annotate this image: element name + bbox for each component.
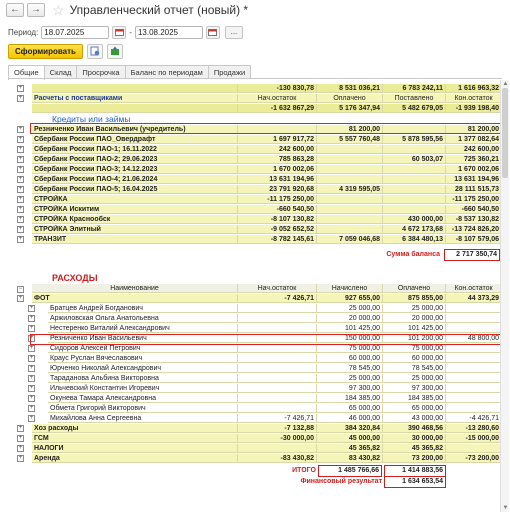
column-header: Начислено [317, 284, 383, 293]
value-cell: 5 482 679,05 [383, 104, 446, 113]
value-cell [383, 185, 446, 194]
value-cell [238, 304, 317, 313]
table-row [8, 414, 502, 423]
value-cell: 60 000,00 [317, 354, 383, 363]
name-cell: ФОТ [32, 294, 238, 303]
value-cell [446, 304, 502, 313]
expand-icon[interactable]: + [18, 425, 23, 431]
value-cell: 97 300,00 [317, 384, 383, 393]
value-cell: 45 000,00 [317, 434, 383, 443]
tab-overdue[interactable]: Просрочка [76, 65, 125, 79]
value-cell: 46 000,00 [317, 414, 383, 423]
column-header: Оплачено [383, 284, 446, 293]
value-cell: -13 724 826,20 [446, 225, 502, 234]
name-cell: Ильчевский Константин Игоревич [48, 384, 238, 393]
suppliers-header-row [8, 94, 502, 103]
value-cell: 1 670 002,06 [446, 165, 502, 174]
column-header: Нач.остаток [238, 284, 317, 293]
value-cell: 242 600,00 [446, 145, 502, 154]
value-cell: 101 425,00 [383, 324, 446, 333]
value-cell: 150 000,00 [317, 334, 383, 343]
table-row [8, 195, 502, 204]
table-row [8, 215, 502, 224]
table-row [8, 394, 502, 403]
scroll-thumb[interactable] [502, 88, 508, 178]
column-header: Кон.остаток [446, 94, 502, 103]
value-cell: -83 430,82 [238, 454, 317, 463]
name-cell: Аренда [32, 454, 238, 463]
value-cell: 430 000,00 [383, 215, 446, 224]
value-cell: 5 557 760,48 [317, 135, 383, 144]
value-cell [317, 215, 383, 224]
value-cell: -1 939 198,40 [446, 104, 502, 113]
value-cell [317, 155, 383, 164]
value-cell: 1 377 082,64 [446, 135, 502, 144]
expand-icon[interactable]: + [18, 95, 23, 101]
value-cell: 4 672 173,68 [383, 225, 446, 234]
value-cell: 73 200,00 [383, 454, 446, 463]
calendar-to-button[interactable] [206, 26, 220, 39]
table-row [8, 404, 502, 413]
table-row [8, 444, 502, 453]
report-area [8, 80, 502, 512]
settings-button[interactable] [87, 44, 103, 59]
value-cell: 60 503,07 [383, 155, 446, 164]
value-cell: 384 320,84 [317, 424, 383, 433]
calendar-icon [208, 28, 217, 36]
table-row [8, 454, 502, 463]
expand-icon[interactable]: + [18, 136, 23, 142]
expand-icon[interactable]: + [18, 146, 23, 152]
value-cell [383, 175, 446, 184]
column-header: Кон.остаток [446, 284, 502, 293]
value-cell [238, 314, 317, 323]
expand-icon[interactable]: + [18, 166, 23, 172]
value-cell [238, 444, 317, 453]
name-cell: ТРАНЗИТ [32, 235, 238, 244]
name-cell: Сбербанк России ПАО-4; 21.06.2024 [32, 175, 238, 184]
value-cell [446, 384, 502, 393]
value-cell: 28 111 515,73 [446, 185, 502, 194]
name-cell: Резниченко Иван Васильевич (учредитель) [32, 125, 238, 134]
value-cell [317, 175, 383, 184]
expand-icon[interactable]: + [18, 186, 23, 192]
value-cell: -8 537 130,82 [446, 215, 502, 224]
period-dash: - [129, 27, 132, 37]
expand-icon[interactable]: + [29, 375, 34, 381]
value-cell: 242 600,00 [238, 145, 317, 154]
tab-divider [8, 78, 502, 79]
table-row [8, 294, 502, 303]
table-row [8, 354, 502, 363]
name-cell: Тараданова Альбина Викторовна [48, 374, 238, 383]
value-cell [238, 344, 317, 353]
value-cell [383, 145, 446, 154]
value-cell: 48 800,00 [446, 334, 502, 343]
expand-icon[interactable]: + [18, 85, 23, 91]
name-cell: Сбербанк России ПАО-2; 29.06.2023 [32, 155, 238, 164]
tab-warehouse[interactable]: Склад [44, 65, 78, 79]
export-button[interactable] [107, 44, 123, 59]
value-cell [317, 165, 383, 174]
value-cell: 75 000,00 [383, 344, 446, 353]
financial-result-value: 1 634 653,54 [384, 476, 446, 488]
table-row [8, 324, 502, 333]
name-cell: Хоз расходы [32, 424, 238, 433]
value-cell: 13 631 194,96 [446, 175, 502, 184]
name-cell: Юрченко Николай Александрович [48, 364, 238, 373]
name-cell: Сбербанк России ПАО-1; 16.11.2022 [32, 145, 238, 154]
value-cell: 101 425,00 [317, 324, 383, 333]
table-row [8, 424, 502, 433]
column-header: Нач.остаток [238, 94, 317, 103]
scroll-down-icon[interactable]: ▼ [502, 505, 509, 511]
value-cell: 45 365,82 [317, 444, 383, 453]
back-button[interactable]: ← [6, 3, 24, 17]
value-cell [446, 354, 502, 363]
value-cell [446, 314, 502, 323]
highlight-box [30, 334, 502, 345]
expand-icon[interactable]: + [18, 176, 23, 182]
expand-icon[interactable]: + [29, 385, 34, 391]
expand-icon[interactable]: + [29, 405, 34, 411]
value-cell [317, 205, 383, 214]
value-cell [446, 404, 502, 413]
itogo-paid: 1 414 883,56 [384, 465, 446, 477]
value-cell: 25 000,00 [383, 374, 446, 383]
calendar-from-button[interactable] [112, 26, 126, 39]
value-cell: 30 000,00 [383, 434, 446, 443]
value-cell: 65 000,00 [317, 404, 383, 413]
value-cell [238, 364, 317, 373]
export-icon [110, 46, 120, 56]
value-cell: -73 200,00 [446, 454, 502, 463]
value-cell: -30 000,00 [238, 434, 317, 443]
value-cell: 6 783 242,11 [383, 84, 446, 93]
value-cell: 101 200,00 [383, 334, 446, 343]
expand-icon[interactable]: + [18, 216, 23, 222]
table-row [8, 364, 502, 373]
name-cell: Сидоров Алексей Петрович [48, 344, 238, 353]
favorite-star-icon[interactable]: ☆ [52, 2, 65, 18]
value-cell [238, 404, 317, 413]
value-cell: -8 107 579,06 [446, 235, 502, 244]
value-cell: -7 426,71 [238, 294, 317, 303]
expenses-title: РАСХОДЫ [52, 273, 98, 283]
value-cell: 65 000,00 [383, 404, 446, 413]
value-cell: 78 545,00 [317, 364, 383, 373]
report-settings-icon [90, 46, 100, 56]
tab-sales[interactable]: Продажи [208, 65, 251, 79]
value-cell: -13 280,60 [446, 424, 502, 433]
expand-icon[interactable]: + [29, 305, 34, 311]
table-row [8, 175, 502, 184]
value-cell [446, 324, 502, 333]
table-row [8, 155, 502, 164]
expand-icon[interactable]: + [18, 196, 23, 202]
name-cell: Краус Руслан Вячеславович [48, 354, 238, 363]
name-cell: Сбербанк России ПАО_Овердрафт [32, 135, 238, 144]
name-cell: Аржиловская Ольга Анатольевна [48, 314, 238, 323]
table-row [8, 304, 502, 313]
name-cell: НАЛОГИ [32, 444, 238, 453]
value-cell: 25 000,00 [317, 304, 383, 313]
value-cell: -660 540,50 [446, 205, 502, 214]
expand-icon[interactable]: + [18, 295, 23, 301]
value-cell: 785 863,28 [238, 155, 317, 164]
value-cell: 184 385,00 [383, 394, 446, 403]
column-header: Наименование [32, 284, 238, 293]
value-cell: 43 000,00 [383, 414, 446, 423]
value-cell: 97 300,00 [383, 384, 446, 393]
value-cell [446, 444, 502, 453]
name-cell [32, 104, 238, 113]
expand-icon[interactable]: + [18, 126, 23, 132]
table-row [8, 344, 502, 353]
itogo-accrued: 1 485 766,66 [318, 465, 382, 477]
value-cell: -8 107 130,82 [238, 215, 317, 224]
table-row [8, 235, 502, 244]
value-cell: 5 176 347,94 [317, 104, 383, 113]
name-cell: СТРОЙКА Элитный [32, 225, 238, 234]
name-cell: Резниченко Иван Васильевич [48, 334, 238, 343]
expand-icon[interactable]: + [18, 236, 23, 242]
table-row [8, 384, 502, 393]
expand-icon[interactable]: + [18, 455, 23, 461]
expenses-header-row [8, 284, 502, 293]
window-title: Управленческий отчет (новый) * [69, 3, 249, 17]
expand-icon[interactable]: + [29, 315, 34, 321]
expand-icon[interactable]: + [29, 355, 34, 361]
table-row [8, 185, 502, 194]
value-cell: 20 000,00 [317, 314, 383, 323]
value-cell: 1 697 917,72 [238, 135, 317, 144]
value-cell: 25 000,00 [383, 304, 446, 313]
expand-icon[interactable]: + [18, 206, 23, 212]
forward-button[interactable]: → [27, 3, 45, 17]
name-cell: СТРОЙКА Краснообск [32, 215, 238, 224]
value-cell: 20 000,00 [383, 314, 446, 323]
itogo-label: ИТОГО [292, 467, 316, 474]
value-cell [383, 205, 446, 214]
expand-icon[interactable]: + [29, 325, 34, 331]
value-cell: -15 000,00 [446, 434, 502, 443]
value-cell: 7 059 046,68 [317, 235, 383, 244]
name-cell: Сбербанк России ПАО-5; 16.04.2025 [32, 185, 238, 194]
value-cell: 6 384 480,13 [383, 235, 446, 244]
value-cell: 25 000,00 [317, 374, 383, 383]
value-cell: 83 430,82 [317, 454, 383, 463]
value-cell [238, 374, 317, 383]
expand-icon[interactable]: + [29, 415, 34, 421]
value-cell: 8 531 036,21 [317, 84, 383, 93]
expand-icon[interactable]: + [29, 395, 34, 401]
value-cell [317, 195, 383, 204]
value-cell [446, 344, 502, 353]
value-cell [383, 165, 446, 174]
table-row [8, 225, 502, 234]
balance-label: Сумма баланса [386, 251, 440, 258]
value-cell [238, 394, 317, 403]
value-cell: 927 655,00 [317, 294, 383, 303]
value-cell: 390 468,56 [383, 424, 446, 433]
column-header: Поставлено [383, 94, 446, 103]
name-cell: СТРОЙКА Искитим [32, 205, 238, 214]
period-from-input[interactable] [41, 26, 109, 39]
credits-title: Кредиты или займы [52, 114, 131, 124]
value-cell: 44 373,29 [446, 294, 502, 303]
value-cell: -660 540,50 [238, 205, 317, 214]
expand-icon[interactable]: + [18, 226, 23, 232]
value-cell [238, 354, 317, 363]
table-row [8, 84, 502, 93]
value-cell [383, 195, 446, 204]
expand-icon[interactable]: + [29, 345, 34, 351]
vertical-scrollbar[interactable] [500, 80, 509, 512]
balance-value: 2 717 350,74 [444, 249, 500, 261]
period-label: Период: [8, 27, 39, 37]
name-cell: Михайлова Анна Сергеевна [48, 414, 238, 423]
period-select-button[interactable]: ... [225, 26, 243, 39]
name-cell: Обмета Григорий Викторович [48, 404, 238, 413]
tab-balance-periods[interactable]: Баланс по периодам [125, 65, 209, 79]
expand-icon[interactable]: + [18, 435, 23, 441]
value-cell: 875 855,00 [383, 294, 446, 303]
financial-result-label: Финансовый результат [300, 478, 382, 485]
generate-button[interactable]: Сформировать [8, 44, 83, 59]
name-cell [32, 84, 238, 93]
period-row [8, 25, 243, 39]
suppliers-values-row [8, 104, 502, 113]
value-cell: 60 000,00 [383, 354, 446, 363]
value-cell [238, 384, 317, 393]
value-cell: 184 385,00 [317, 394, 383, 403]
value-cell: -9 052 652,52 [238, 225, 317, 234]
value-cell: 45 365,82 [383, 444, 446, 453]
expand-icon[interactable]: + [18, 445, 23, 451]
value-cell: -11 175 250,00 [238, 195, 317, 204]
column-header: Оплачено [317, 94, 383, 103]
table-row [8, 145, 502, 154]
name-cell: ГСМ [32, 434, 238, 443]
tab-general[interactable]: Общие [8, 65, 45, 80]
value-cell [317, 225, 383, 234]
period-to-input[interactable] [135, 26, 203, 39]
value-cell: -4 426,71 [446, 414, 502, 423]
value-cell: 4 319 595,05 [317, 185, 383, 194]
expand-icon[interactable]: + [29, 335, 34, 341]
table-row [8, 165, 502, 174]
table-row [8, 374, 502, 383]
value-cell [446, 374, 502, 383]
expand-icon[interactable]: + [18, 156, 23, 162]
table-row [8, 314, 502, 323]
expand-icon[interactable]: + [29, 365, 34, 371]
value-cell: -8 782 145,61 [238, 235, 317, 244]
value-cell: -1 632 867,29 [238, 104, 317, 113]
highlight-box [30, 123, 502, 134]
name-cell: Окунева Тамара Александровна [48, 394, 238, 403]
toolbar [8, 43, 123, 59]
value-cell: -7 426,71 [238, 414, 317, 423]
calendar-icon [115, 28, 124, 36]
scroll-up-icon[interactable]: ▲ [502, 81, 509, 87]
value-cell [238, 324, 317, 333]
value-cell: 81 200,00 [317, 125, 383, 134]
value-cell: -7 132,88 [238, 424, 317, 433]
value-cell: 23 791 920,68 [238, 185, 317, 194]
value-cell: -11 175 250,00 [446, 195, 502, 204]
value-cell [446, 394, 502, 403]
name-cell: СТРОЙКА [32, 195, 238, 204]
value-cell: 5 878 595,56 [383, 135, 446, 144]
value-cell: 78 545,00 [383, 364, 446, 373]
name-cell: Братцев Андрей Богданович [48, 304, 238, 313]
value-cell [317, 145, 383, 154]
table-row [8, 205, 502, 214]
suppliers-title: Расчеты с поставщиками [32, 94, 238, 103]
value-cell [446, 364, 502, 373]
title-bar [0, 0, 510, 20]
value-cell: 81 200,00 [446, 125, 502, 134]
value-cell: 1 616 963,32 [446, 84, 502, 93]
table-row [8, 135, 502, 144]
tab-bar [8, 65, 250, 79]
value-cell: 75 000,00 [317, 344, 383, 353]
value-cell: 725 360,21 [446, 155, 502, 164]
table-row [8, 434, 502, 443]
value-cell: 1 670 002,06 [238, 165, 317, 174]
name-cell: Сбербанк России ПАО-3; 14.12.2023 [32, 165, 238, 174]
value-cell: 13 631 194,96 [238, 175, 317, 184]
name-cell: Нестеренко Виталий Александрович [48, 324, 238, 333]
collapse-icon[interactable]: − [18, 286, 23, 292]
value-cell: -130 830,78 [238, 84, 317, 93]
